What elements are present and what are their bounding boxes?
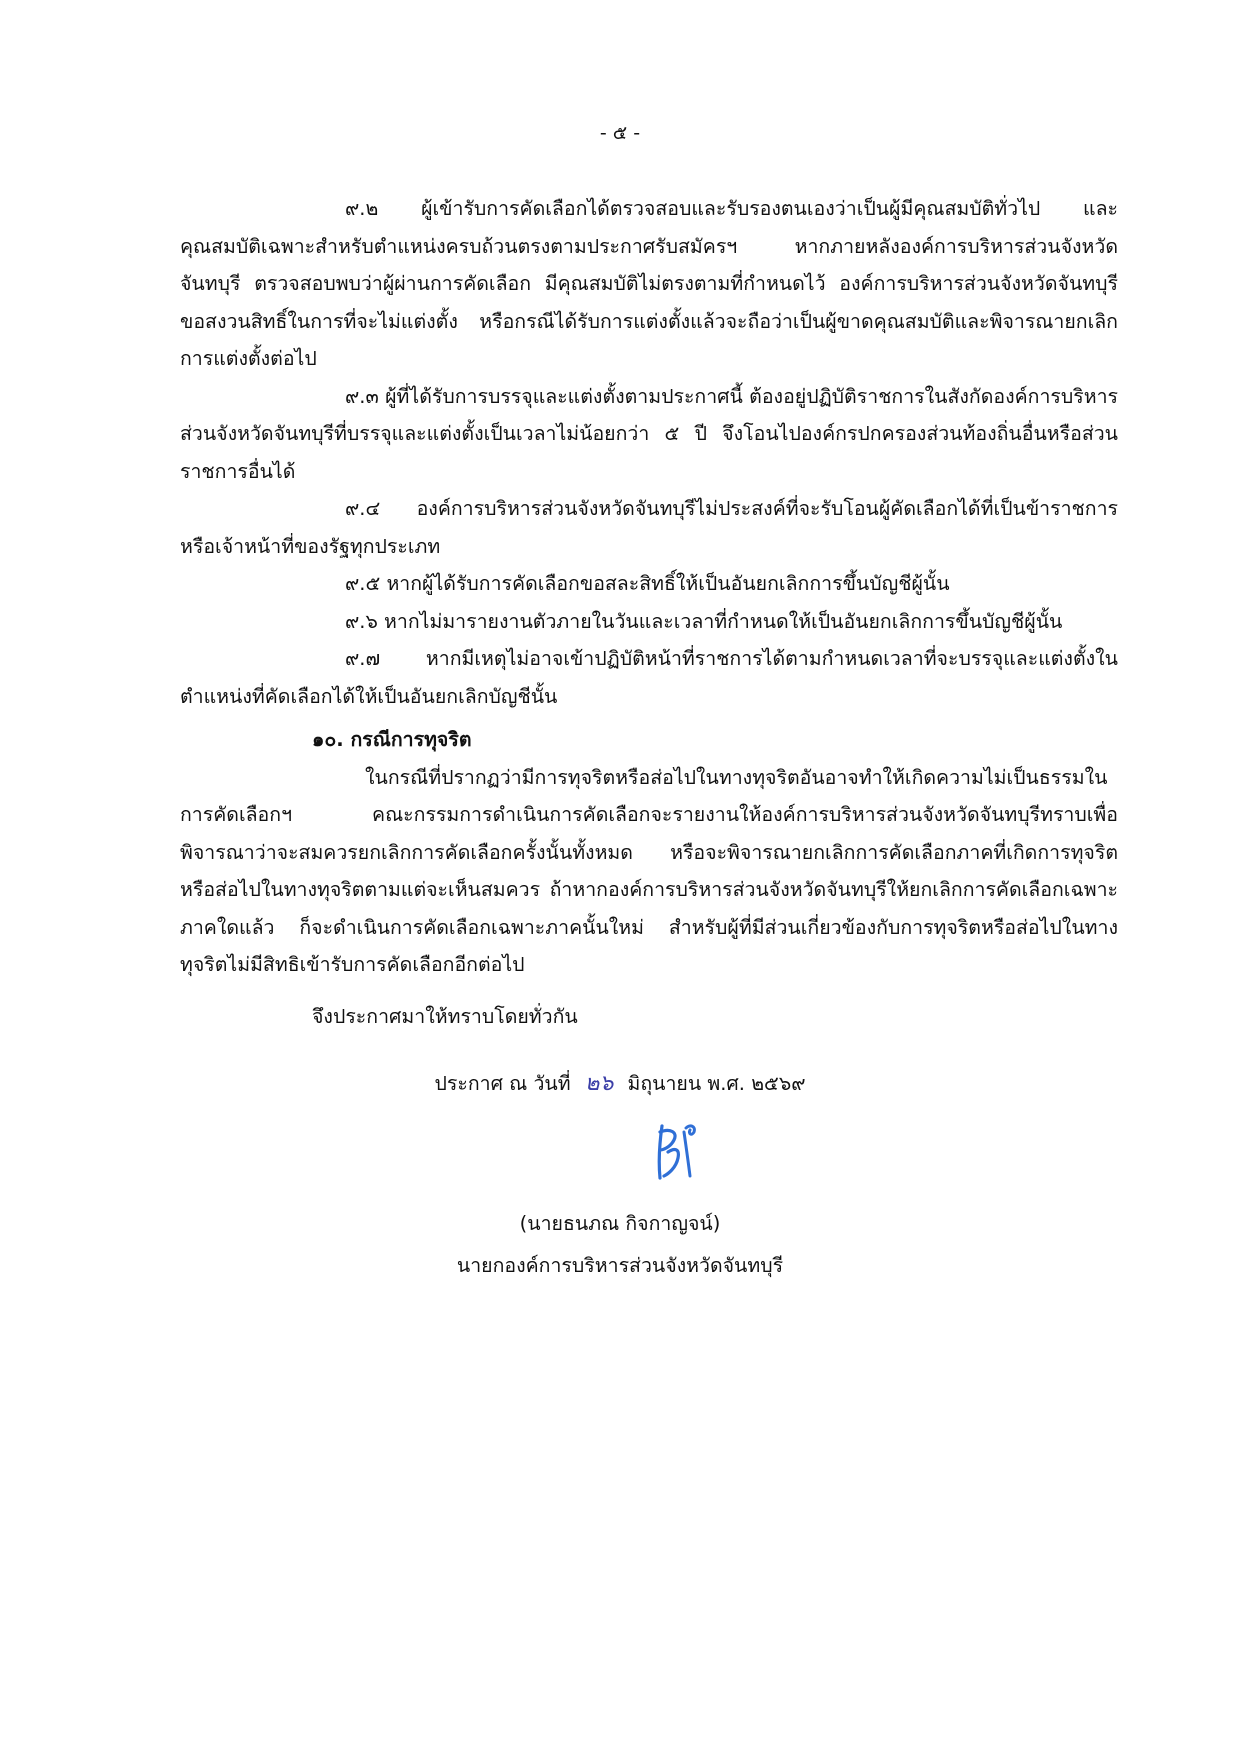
announcement-body bbox=[180, 190, 1118, 1035]
signer-title: นายกองค์การบริหารส่วนจังหวัดจันทบุรี bbox=[456, 1254, 784, 1277]
clause-9-5: ๙.๕ หากผู้ได้รับการคัดเลือกขอสละสิทธิ์ให้เป็นอันยกเลิกการขึ้นบัญชีผู้นั้น bbox=[345, 572, 950, 595]
closing-statement: จึงประกาศมาให้ทราบโดยทั่วกัน bbox=[312, 1004, 578, 1028]
page-number: - ๕ - bbox=[599, 122, 641, 144]
clause-9-7: ๙.๗ หากมีเหตุไม่อาจเข้าปฏิบัติหน้าที่ราชการได้ตามกำหนดเวลาที่จะบรรจุและแต่งตั้งในตำแหน่งที่คัดเลือกได้ให้เป็นอันยกเลิกบัญชีนั้น bbox=[180, 647, 1118, 708]
signature-mark bbox=[640, 1118, 710, 1188]
clause-9-6: ๙.๖ หากไม่มารายงานตัวภายในวันและเวลาที่กำหนดให้เป็นอันยกเลิกการขึ้นบัญชีผู้นั้น bbox=[345, 609, 1063, 633]
section-10-heading: ๑๐. กรณีการทุจริต bbox=[312, 728, 472, 751]
clause-9-3: ๙.๓ ผู้ที่ได้รับการบรรจุและแต่งตั้งตามประกาศนี้ ต้องอยู่ปฏิบัติราชการในสังกัดองค์การบริหารส่วนจังหวัดจันทบุรีที่บรรจุและแต่งตั้งเป็นเวลาไม่น้อยกว่า ๕ ปี จึงโอนไปองค์กรปกครองส่วนท้องถิ่นอื่นหรือส่วนราชการอื่นได้ bbox=[180, 384, 1118, 483]
clause-9-2: ๙.๒ ผู้เข้ารับการคัดเลือกได้ตรวจสอบและรับรองตนเองว่าเป็นผู้มีคุณสมบัติทั่วไป และคุณสมบัติเฉพาะสำหรับตำแหน่งครบถ้วนตรงตามประกาศรับสมัครฯ หากภายหลังองค์การบริหารส่วนจังหวัดจันทบุรี ตรวจสอบพบว่าผู้ผ่านการคัดเลือก มีคุณสมบัติไม่ตรงตามที่กำหนดไว้ องค์การบริหารส่วนจังหวัดจันทบุรีขอสงวนสิทธิ์ในการที่จะไม่แต่งตั้ง หรือกรณีได้รับการแต่งตั้งแล้วจะถือว่าเป็นผู้ขาดคุณสมบัติและพิจารณายกเลิกการแต่งตั้งต่อไป bbox=[180, 197, 1118, 370]
date-prefix: ประกาศ ณ วันที่ bbox=[434, 1072, 571, 1095]
announcement-date bbox=[0, 1065, 1240, 1100]
handwritten-day: ๒๖ bbox=[584, 1071, 614, 1096]
date-suffix: มิถุนายน พ.ศ. ๒๕๖๙ bbox=[627, 1072, 806, 1095]
section-10-text: ในกรณีที่ปรากฏว่ามีการทุจริตหรือส่อไปในทางทุจริตอันอาจทำให้เกิดความไม่เป็นธรรมในการคัดเลือกฯ คณะกรรมการดำเนินการคัดเลือกจะรายงานให้องค์การบริหารส่วนจังหวัดจันทบุรีทราบเพื่อพิจารณาว่าจะสมควรยกเลิกการคัดเลือกครั้งนั้นทั้งหมด หรือจะพิจารณายกเลิกการคัดเลือกภาคที่เกิดการทุจริตหรือส่อไปในทางทุจริตตามแต่จะเห็นสมควร ถ้าหากองค์การบริหารส่วนจังหวัดจันทบุรีให้ยกเลิกการคัดเลือกเฉพาะภาคใดแล้ว ก็จะดำเนินการคัดเลือกเฉพาะภาคนั้นใหม่ สำหรับผู้ที่มีส่วนเกี่ยวข้องกับการทุจริตหรือส่อไปในทางทุจริตไม่มีสิทธิเข้ารับการคัดเลือกอีกต่อไป bbox=[180, 765, 1118, 976]
signer-name: (นายธนภณ กิจกาญจน์) bbox=[519, 1212, 721, 1235]
clause-9-4: ๙.๔ องค์การบริหารส่วนจังหวัดจันทบุรีไม่ประสงค์ที่จะรับโอนผู้คัดเลือกได้ที่เป็นข้าราชการหรือเจ้าหน้าที่ของรัฐทุกประเภท bbox=[180, 497, 1118, 558]
